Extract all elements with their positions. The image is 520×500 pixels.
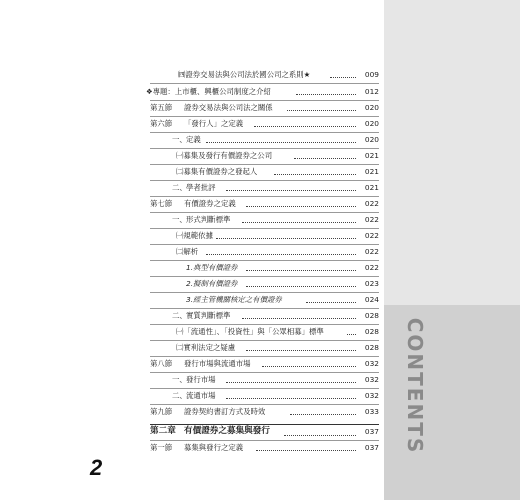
toc-page-number: 033	[364, 407, 379, 416]
leader-dots	[206, 254, 356, 255]
row-rule	[150, 228, 379, 229]
toc-entry-section: 一、	[172, 375, 187, 384]
toc-page-number: 021	[364, 183, 379, 192]
leader-dots	[290, 414, 356, 415]
row-rule	[150, 132, 379, 133]
row-rule	[150, 356, 379, 357]
leader-dots	[246, 206, 356, 207]
row-rule	[150, 100, 379, 101]
toc-page-number: 032	[364, 359, 379, 368]
toc-entry-section: 第六節	[150, 119, 173, 128]
row-rule	[150, 324, 379, 325]
leader-dots	[226, 382, 356, 383]
toc-entry-section: ❖專題：上市櫃、興櫃公司制度之介紹	[146, 87, 271, 96]
leader-dots	[216, 238, 356, 239]
leader-dots	[262, 366, 356, 367]
toc-entry-section: 二、	[172, 183, 187, 192]
toc-entry-title: ㈡募集有價證券之發起人	[176, 167, 258, 176]
row-rule	[150, 116, 379, 117]
toc-entry-section: 第八節	[150, 359, 173, 368]
leader-dots	[306, 302, 356, 303]
toc-page-number: 022	[364, 247, 379, 256]
row-rule	[150, 196, 379, 197]
toc-entry-title: ㈠規範依據	[176, 231, 213, 240]
toc-entry-title: 證券契約書訂方式及時效	[184, 407, 266, 416]
toc-page-number: 020	[364, 103, 379, 112]
row-rule	[150, 180, 379, 181]
toc-entry-title: 流通市場	[186, 391, 216, 400]
toc-entry-title: 「發行人」之定義	[184, 119, 244, 128]
toc-entry-title: 2.擬制有價證券	[186, 279, 238, 288]
row-rule	[150, 372, 379, 373]
toc-page-number: 021	[364, 167, 379, 176]
leader-dots	[256, 450, 356, 451]
row-rule	[150, 164, 379, 165]
toc-entry-section: 第九節	[150, 407, 173, 416]
row-rule	[150, 440, 379, 441]
toc-entry-section: 一、	[172, 135, 187, 144]
leader-dots	[246, 286, 356, 287]
toc-entry-title: 學者批評	[186, 183, 216, 192]
page-folio: 2	[90, 455, 103, 480]
leader-dots	[206, 142, 356, 143]
toc-entry-title: ㈡解析	[176, 247, 199, 256]
chapter-title: 有價證券之募集與發行	[184, 426, 270, 436]
leader-dots	[226, 190, 356, 191]
leader-dots	[274, 174, 356, 175]
toc-entry-title: 有價證券之定義	[184, 199, 236, 208]
toc-entry-title: 形式判斷標準	[186, 215, 231, 224]
leader-dots	[287, 110, 356, 111]
toc-page-number: 028	[364, 343, 379, 352]
row-rule	[150, 292, 379, 293]
chapter-rule	[150, 424, 379, 425]
toc-entry-title: 1.典型有價證券	[186, 263, 238, 272]
leader-dots	[254, 126, 356, 127]
toc-entry-title: 3.經主管機關核定之有價證券	[186, 295, 282, 304]
row-rule	[150, 340, 379, 341]
toc-entry-title: 募集與發行之定義	[184, 443, 244, 452]
toc-page-number: 024	[364, 295, 379, 304]
toc-entry-title: ㈡實利法定之疑慮	[176, 343, 236, 352]
toc-page-number: 022	[364, 215, 379, 224]
toc-entry-section: 第一節	[150, 443, 173, 452]
toc-page-number: 032	[364, 391, 379, 400]
leader-dots	[246, 270, 356, 271]
leader-dots	[296, 94, 356, 95]
toc-entry-title: 證券交易法與公司法之關係	[184, 103, 273, 112]
leader-dots	[242, 222, 356, 223]
toc-page-number: 021	[364, 151, 379, 160]
toc-entry-section: 二、	[172, 311, 187, 320]
toc-entry-title: 發行市場	[186, 375, 216, 384]
toc-page-number: 009	[364, 70, 379, 79]
row-rule	[150, 276, 379, 277]
toc-page-number: 037	[364, 443, 379, 452]
toc-page-number: 023	[364, 279, 379, 288]
toc-page-number: 012	[364, 87, 379, 96]
leader-dots	[330, 77, 356, 78]
leader-dots	[284, 435, 356, 436]
toc-entry-title: ㈠募集及發行有價證券之公司	[176, 151, 273, 160]
toc-entry-section: 第五節	[150, 103, 173, 112]
row-rule	[150, 404, 379, 405]
toc-page-number: 020	[364, 119, 379, 128]
leader-dots	[226, 398, 356, 399]
row-rule	[150, 388, 379, 389]
toc-entry-title: ㈣證券交易法與公司法於國公司之系則★	[178, 70, 311, 79]
toc-page-number: 020	[364, 135, 379, 144]
row-rule	[150, 308, 379, 309]
row-rule	[150, 83, 379, 84]
leader-dots	[246, 350, 356, 351]
leader-dots	[242, 318, 356, 319]
toc-page-number: 022	[364, 199, 379, 208]
toc-entry-section: 一、	[172, 215, 187, 224]
toc-entry-title: 定義	[186, 135, 201, 144]
toc-page-number: 032	[364, 375, 379, 384]
toc-page-number: 037	[364, 427, 379, 436]
chapter-number: 第二章	[150, 426, 176, 436]
toc-page-number: 028	[364, 327, 379, 336]
toc-entry-section: 第七節	[150, 199, 173, 208]
toc-page-number: 022	[364, 263, 379, 272]
toc-entry-title: 實質判斷標準	[186, 311, 231, 320]
row-rule	[150, 148, 379, 149]
toc-entry-title: ㈠「流通性」、「投資性」與「公眾相募」標準	[176, 327, 324, 336]
row-rule	[150, 244, 379, 245]
row-rule	[150, 260, 379, 261]
toc-entry-section: 二、	[172, 391, 187, 400]
contents-label: CONTENTS	[403, 317, 427, 455]
row-rule	[150, 212, 379, 213]
toc-page-number: 028	[364, 311, 379, 320]
toc-page-number: 022	[364, 231, 379, 240]
leader-dots	[294, 158, 356, 159]
toc-entry-title: 發行市場與流通市場	[184, 359, 251, 368]
leader-dots	[347, 334, 356, 335]
